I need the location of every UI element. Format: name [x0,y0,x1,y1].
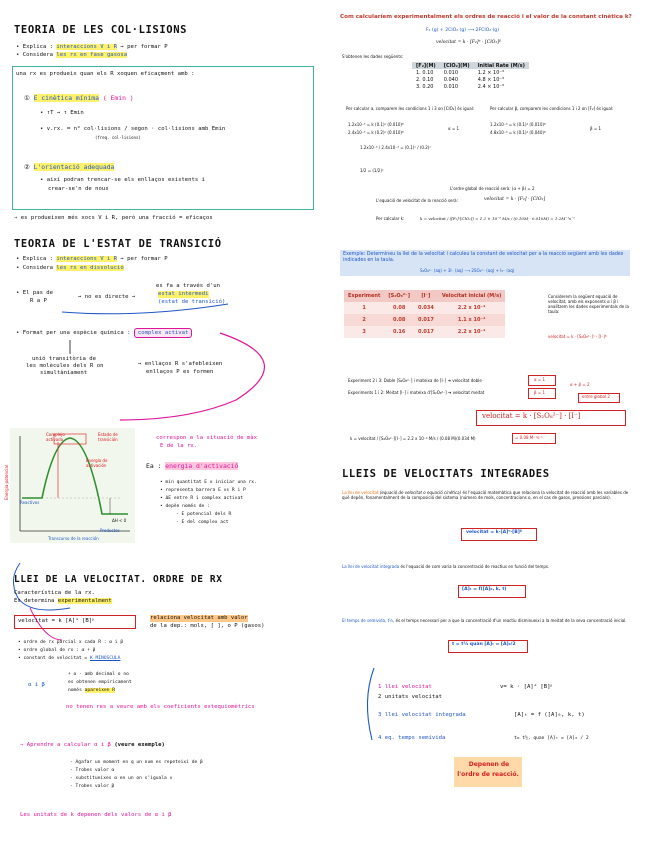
eq-final: velocitat = k · [F₂] · [ClO₂] [484,197,546,202]
step-2: - Trobes valor α [70,768,115,773]
units-note: Les unitats de k depenen dels valors de α i β [20,812,172,818]
pas-d: es fa a través d'un [156,283,220,289]
velocitat-rel-b: de la dep.: mols, [ ], o P (gasos) [150,623,265,629]
summary-4: 4 eq. temps semivida [378,735,446,741]
p2-formula: [A]ₜ = f([A]₀, k, t) [462,587,507,592]
k-eq: k = velocitat / ([F₂]·[ClO₂]) = 1.2 × 10⁻³ M/s / (0.10M · 0.010M) = 1.2M⁻¹s⁻¹ [420,216,575,221]
ab-4: no tenen res a veure amb els coeficients estequiomètrics [66,704,255,710]
condition-2: ② L'orientació adequada [24,163,115,171]
rate-table: [F₂](M) [ClO₂](M) Initial Rate (M/s) 1. 0.10 0.010 1.2 × 10⁻³ 2. 0.10 0.040 4.8 × 10⁻³ 3. 0.20 0.010 2.4 × 10⁻³ [412,62,529,90]
ea-3: • ΔE entre R i complex activat [160,496,243,501]
enll-a: → enllaços R s'afebleixen [138,361,223,367]
alpha-frac2: 1/2 = (1/2)ᵅ [360,168,384,173]
ordre-global: ordre global 2 [582,394,610,399]
calc-law: velocitat = k · [F₂]ᵅ · [ClO₂]ᵝ [436,40,501,45]
alpha-title: Per calcular α, comparem les condicions 1 i 3 on [ClO₂] és igual: [346,106,475,111]
condition-1: ① E cinètica mínima ( Emin ) [24,94,134,102]
exp23: Experiment 2 i 3: Doble [S₂O₈²⁻] i mateixa de [I⁻] ➔ velocitat doble [348,378,482,383]
ea-4: • depèn només de : [160,504,210,509]
integrades-p2: La llei de velocitat integrada és l'equació de com varia la concentració de reactius en funció del temps. [342,564,550,569]
beta-eq2: 4.8x10⁻³ = k (0.1)¹ (0.040)ᵝ [490,130,546,135]
exemple-reaction: S₂O₈²⁻ (aq) + 3I⁻ (aq) ⟶ 2SO₄²⁻ (aq) + I₃⁻ (aq) [420,268,515,273]
colisions-box-intro: una rx es produeix quan els R xoquen eficaçment amb : [16,71,195,77]
colisions-line2: • Considera les rx en fase gasosa [16,52,128,58]
exemple-side: Considerem la següent equació de velocitat, amb els exponents α i β i analitzem les dades experimentals de la taula: [548,294,629,314]
ordre-1: • ordre de rx parcial x cada R : α i β [18,640,124,645]
condition-1-b-sub: (freq. col·lisions) [95,135,141,140]
alpha-eq2: 2.4x10⁻³ = k (0.2)ᵅ (0.010)ᵝ [348,130,404,135]
diagram-estado: Estado de transición [98,432,118,442]
colisions-conclusion: ⇒ es produeixen més xocs V i R, però una fracció = eficaços [14,215,213,221]
diagram-energia: Energía de activación [86,458,108,468]
alpha-eq1: 1.2x10⁻³ = k (0.1)ᵅ (0.010)ᵝ [348,122,404,127]
step-3: - substitueixes α en un on s'iguala v [70,776,173,781]
summary-3: 3 llei velocitat integrada [378,712,466,718]
ea-heading: Ea : energia d'activació [146,462,239,470]
beta-eq1: 1.2x10⁻³ = k (0.1)¹ (0.010)ᵝ [490,122,546,127]
velocitat-rel-hl: relaciona velocitat amb valor [150,615,248,621]
diagram-ylabel: Energia potencial [4,465,9,500]
alpha-res: α = 1 [448,126,460,131]
step-4: - Trobes valor β [70,784,115,789]
step-1: - Agafar un moment en q un num es repeteixi de β [70,760,203,765]
integrades-title: LLEIS DE VELOCITATS INTEGRADES [342,468,550,480]
ordre-3: • constant de velocitat = K MINÚSCULA [18,656,121,661]
global-order: L'ordre global de reacció serà: (α + β) = 2 [450,186,535,191]
colisions-line1: • Explica : interaccions V i R → per formar P [16,44,168,50]
alpha-frac1: 1.2x10⁻³ / 2.4x10⁻³ = (0.1)ᵅ / (0.2)ᵅ [360,145,431,150]
exp12: Experiments 1 i 2: Meitat [I⁻] i mateixa d'[S₂O₈²⁻] ➔ velocitat meitat [348,390,485,395]
ea-5: - E potencial dels R [176,512,232,517]
aprendre: ⇒ Aprendre a calcular α i β (veure exemple) [20,742,165,748]
ea-1: • min quantitat E x iniciar una rx. [160,480,257,485]
k-calc: k = velocitat / [S₂O₈²⁻][I⁻] = 2.2 x 10⁻⁴ M/s / (0.08 M)(0.034 M) [350,436,476,441]
diagram-xlabel: Transcurso de la reacción [48,536,99,541]
pas-a: • El pas de [16,290,54,296]
calc-reaction: F₂ (g) + 2ClO₂ (g) ⟶ 2FClO₂ (g) [426,28,500,33]
condition-2-a: • així podran trencar-se els enllaços existents i [40,177,206,183]
integrades-p1: La llei de velocitat (equació de velocitat o equació cinètica) és l'equació matemàtica que relaciona la velocitat de reacció amb les variables de què depèn, fonamentalment de la composició del sistema (número de mols, concentracions o, en el cas de gasos, pressions parcials). [342,490,629,500]
calc-title: Com calcularíem experimentalment els ordres de reacció i el valor de la constant cinètica k? [340,14,632,20]
format-line: • Format per una espècie química : complex activat [16,330,192,337]
transicio-line1: • Explica : interaccions V i R → per formar P [16,256,168,262]
summary-1: 1 llei velocitat [378,684,432,690]
pas-c: → no es directe → [78,294,136,300]
ordre-2: • ordre global de rx : α + β [18,648,96,653]
exemple-side-eq: velocitat = k · [S₂O₈²⁻]ᵅ · [I⁻]ᵝ [548,334,607,339]
unio-c: simultàniament [40,370,88,376]
depenen-b: l'ordre de reacció. [457,771,519,778]
pas-b: R a P [30,298,47,304]
alpha-val: α = 1 [534,377,546,382]
condition-1-b: • v.rx. = n° col·lisions / segon · col·lisions amb Emin [40,126,226,132]
ea-2: • representa barrera E vs R i P [160,488,246,493]
eq-label: L'equació de velocitat de la reacció serà: [376,198,458,203]
ea-6: - E del complex act [176,520,229,525]
exemple-title: Exemple: Determineu la llei de la velocitat i calculeu la constant de velocitat per a la reacció següent amb les dades indicades en la taula. [343,252,624,263]
velocitat-l1: Característica de la rx. [14,590,95,596]
transicio-title: TEORIA DE L'ESTAT DE TRANSICIÓ [14,238,222,250]
ab-3: només apareixen R [68,688,116,693]
diagram-complejo: Complejo activado [46,432,65,442]
velocitat-formula: velocitat = k [A]ᵅ [B]ᵝ [18,618,94,624]
ab-1: + o - amb decimal o no [68,672,129,677]
enll-b: enllaços P es formen [146,369,214,375]
velocitat-l2: Es determina experimentalment [14,598,112,604]
correspon-b: E de la rx. [160,443,198,449]
final-law: velocitat = k · [S₂O₈²⁻] · [I⁻] [482,412,581,420]
depenen-a: Depenen de [468,761,510,768]
condition-1-a: • ↑T → ↑ Emin [40,110,84,116]
summary-2: 2 unitats velocitat [378,694,442,700]
pas-f: (estat de transició) [158,299,226,305]
pas-e: estat intermedi [158,291,209,297]
summary-4-formula: t= t½, quan [A]ₜ = [A]₀ / 2 [514,736,589,741]
ab-label: α i β [28,682,45,688]
p1-formula: velocitat = k·[A]ᵅ·[B]ᵝ [466,530,522,535]
k-res: = 0.08 M⁻¹s⁻¹ [515,435,543,440]
diagram-reactivos: Reactivos [20,500,40,505]
unio-a: unió transitòria de [32,356,96,362]
calc-data-intro: S'obtenen les dades següents: [342,54,404,59]
beta-title: Per calcular β, comparem les condicions 1 i 2 on [F₂] és igual: [490,106,614,111]
condition-2-b: crear-se'n de nous [48,186,109,192]
summary-1-formula: v= k · [A]ᵅ [B]ᵝ [500,684,553,690]
diagram-dh: ΔH < 0 [112,518,127,523]
exemple-table: Experiment [S₂O₈²⁻] [I⁻] Velocitat inicial (M/s) 1 0.08 0.034 2.2 x 10⁻⁴ 2 0.08 0.017 1.1 x 10⁻⁴ 3 0.16 0.017 2.2 x 10⁻⁴ [344,290,505,338]
integrades-p3: El temps de semivida, t½, és el temps necessari per a que la concentració d'un reactiu disminueixi a la meitat de la seva concentració inicial. [342,618,627,623]
beta-res: β = 1 [590,126,601,131]
velocitat-title: LLEI DE LA VELOCITAT. ORDRE DE RX [14,574,223,585]
p3-formula: t = t½ quan [A]ₜ = [A]₀/2 [452,642,516,647]
transicio-line2: • Considera les rx en dissolució [16,265,124,271]
beta-val: β = 1 [534,390,545,395]
alpha-beta-sum: α + β = 2 [570,382,590,387]
energy-diagram [10,428,135,543]
ab-2: es obtenen empíricament [68,680,132,685]
diagram-productos: Productos [100,528,120,533]
correspon-a: correspon a la situació de màx [156,435,258,441]
unio-b: les molècules dels R on [26,363,104,369]
summary-3-formula: [A]ₜ = f ([A]₀, k, t) [514,712,585,718]
k-label: Per calcular k: [376,216,405,221]
colisions-title: TEORIA DE LES COL·LISIONS [14,24,188,36]
